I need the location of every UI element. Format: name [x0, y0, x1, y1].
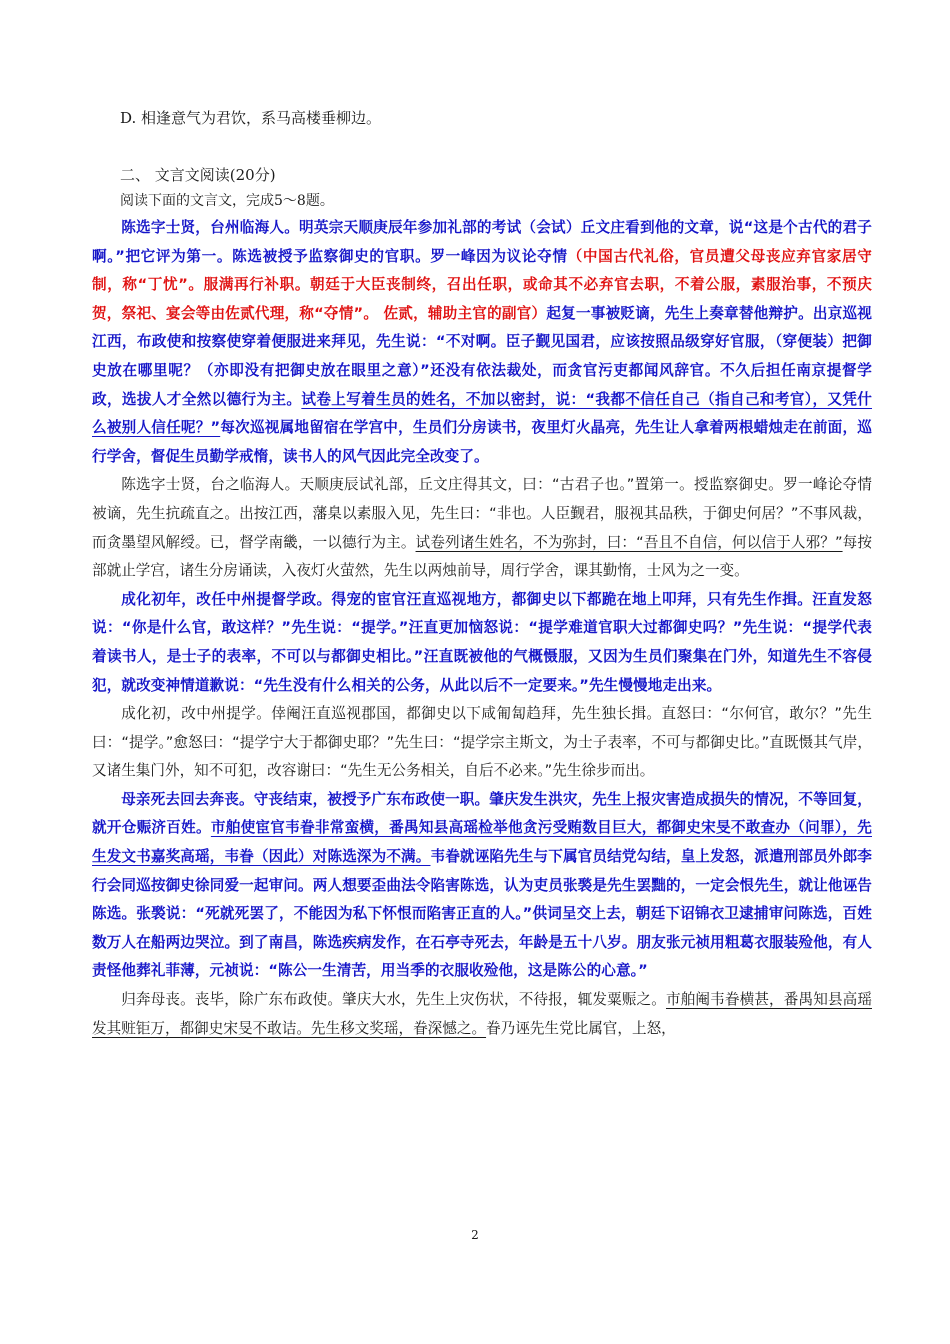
annotation-note: （中国古代礼俗，官员遭父母丧应弃官家居守制，称“丁忧”。服满再行补职。朝廷于大臣丧制终，召出任职，或命其不必弃官去职，不着公服，素服治事，不预庆贺，祭祀、宴会等由佐贰代理，称“夺情”。 佐贰，辅助主官的副官） [92, 247, 872, 322]
page-content [92, 106, 872, 1043]
underlined-sentence: 市舶阉韦眷横甚，番禺知县高瑶发其赃钜万，都御史宋旻不敢诘。先生移文奖瑶，眷深憾之。 [92, 991, 872, 1037]
underlined-sentence: 试卷上写着生员的姓名，不加以密封，说：“我都不信任自己（指自己和考官），又凭什么被别人信任呢？” [92, 390, 872, 437]
section-title: 二、 文言文阅读(20分) [120, 166, 276, 184]
translation-paragraph-2: 成化初年，改任中州提督学政。得宠的宦官汪直巡视地方，都御史以下都跪在地上叩拜，只有先生作揖。汪直发怒说：“你是什么官，敢这样？”先生说：“提学。”汪直更加恼怒说：“提学难道官职大过都御史吗？”先生说：“提学代表着读书人，是士子的表率，不可以与都御史相比。”汪直既被他的气概慑服，又因为生员们聚集在门外，知道先生不容侵犯，就改变神情道歉说：“先生没有什么相关的公务，从此以后不一定要来。”先生慢慢地走出来。 [92, 590, 872, 694]
translation-text: 母亲死去回去奔丧。守丧结束，被授予广东布政使一职。肇庆发生洪灾，先生上报灾害造成损失的情况，不等回复，就开仓赈济百姓。 [92, 790, 872, 837]
translation-paragraph-3 [92, 786, 872, 986]
original-paragraph-1 [92, 471, 872, 585]
translation-text: 陈选字士贤，台州临海人。明英宗天顺庚辰年参加礼部的考试（会试）丘文庄看到他的文章，说“这是个古代的君子啊。”把它评为第一。陈选被授予监察御史的官职。罗一峰因为议论夺情 [92, 219, 872, 265]
original-text: 每按部就止学宫，诸生分房诵读，入夜灯火萤然，先生以两烛前导，周行学舍，课其勤惰，士风为之一变。 [92, 533, 872, 580]
translation-paragraph-1 [92, 214, 872, 471]
original-paragraph-2: 成化初，改中州提学。倖阉汪直巡视郡国，都御史以下咸匍匐趋拜，先生独长揖。直怒曰：“尔何官，敢尔？”先生曰：“提学。”愈怒曰：“提学宁大于都御史耶？”先生曰：“提学宗主斯文，为士子表率，不可与都御史比。”直既慑其气岸，又诸生集门外，知不可犯，改容谢曰：“先生无公务相关，自后不必来。”先生徐步而出。 [92, 705, 872, 780]
translation-text: 起复一事被贬谪，先生上奏章替他辩护。出京巡视江西，布政使和按察使穿着便服进来拜见，先生说：“不对啊。臣子觐见国君，应该按照品级穿好官服，（穿便装）把御史放在哪里呢？（亦即没有把御史放在眼里之意）”还没有依法裁处，而贪官污吏都闻风辞官。不久后担任南京提督学政，选拔人才全然以德行为主。 [92, 304, 873, 408]
original-text: 眷乃诬先生党比属官，上怒， [486, 1019, 676, 1037]
underlined-sentence: 试卷列诸生姓名，不为弥封，曰：“吾且不自信，何以信于人邪？” [415, 533, 843, 551]
option-d: D. 相逢意气为君饮，系马高楼垂柳边。 [120, 109, 382, 127]
translation-text: 韦眷就诬陷先生与下属官员结党勾结，皇上发怒，派遣刑部员外郎李行会同巡按御史徐同爱一起审问。两人想要歪曲法令陷害陈选，认为吏员张褧是先生罢黜的，一定会恨先生，就让他诬告陈选。张褧说：“死就死罢了，不能因为私下怀恨而陷害正直的人。”供词呈交上去，朝廷下诏锦衣卫逮捕审问陈选，百姓数万人在船两边哭泣。到了南昌，陈选疾病发作，在石亭寺死去，年龄是五十八岁。朋友张元祯用粗葛衣服装殓他，有人责怪他葬礼菲薄，元祯说：“陈公一生清苦，用当季的衣服收殓他，这是陈公的心意。” [92, 848, 872, 980]
translation-text: 每次巡视属地留宿在学宫中，生员们分房读书，夜里灯火晶亮，先生让人拿着两根蜡烛走在前面，巡行学舍，督促生员勤学戒惰，读书人的风气因此完全改变了。 [92, 419, 872, 465]
original-paragraph-3 [92, 986, 872, 1043]
page-number: 2 [471, 1228, 479, 1242]
original-text: 归奔母丧。丧毕，除广东布政使。肇庆大水，先生上灾伤状，不待报，辄发粟赈之。 [121, 991, 666, 1009]
underlined-sentence: 市舶使宦官韦眷非常蛮横，番禺知县高瑶检举他贪污受贿数目巨大，都御史宋旻不敢查办（问罪），先生发文书嘉奖高瑶，韦眷（因此）对陈选深为不满。 [92, 819, 872, 866]
original-text: 陈选字士贤，台之临海人。天顺庚辰试礼部，丘文庄得其文，曰：“古君子也。”置第一。授监察御史。罗一峰论夺情被谪，先生抗疏直之。出按江西，藩臬以素服入见，先生曰：“非也。人臣觐君，服视其品秩，于御史何居？”不事风裁，而贪墨望风解绶。已，督学南畿，一以德行为主。 [92, 476, 872, 551]
section-intro: 阅读下面的文言文，完成5～8题。 [120, 193, 334, 209]
